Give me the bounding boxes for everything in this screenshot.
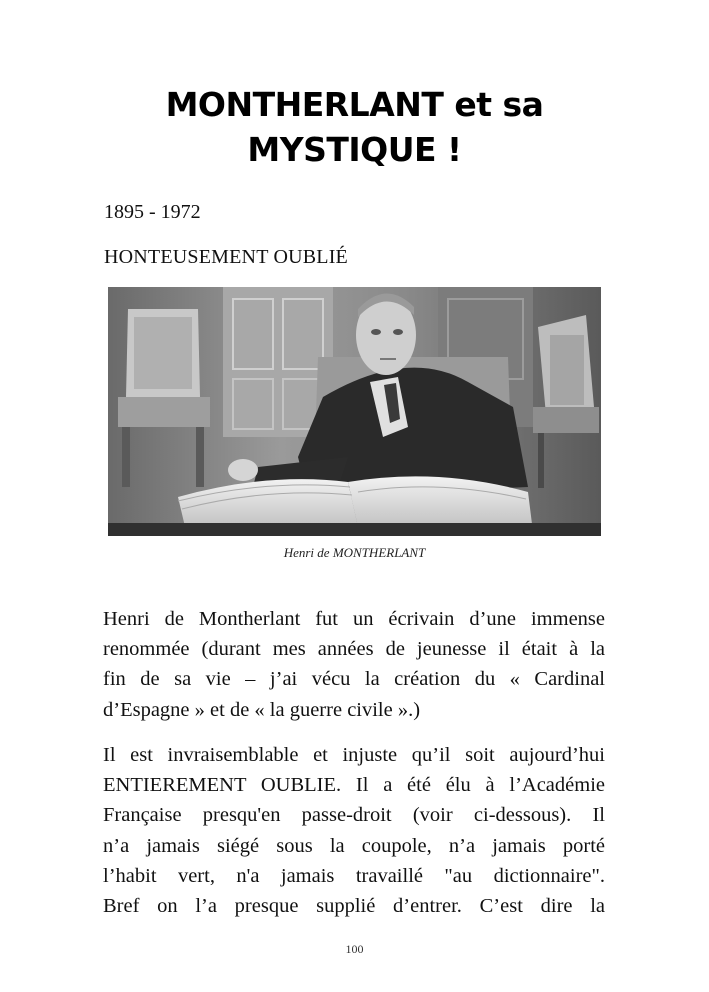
- text-line: d’Espagne » et de « la guerre civile ».): [103, 698, 421, 721]
- title-line: MYSTIQUE !: [247, 130, 462, 169]
- text-line: fin de sa vie – j’ai vécu la création du « Cardinal: [103, 668, 605, 691]
- page-title: [0, 82, 709, 172]
- text-line: l’habit vert, n'a jamais travaillé "au dictionnaire".: [103, 864, 605, 887]
- text-line: ENTIEREMENT OUBLIE. Il a été élu à l’Académie: [103, 774, 605, 797]
- paragraph-2: [103, 740, 605, 921]
- paragraph-1: [103, 604, 605, 725]
- text-line: Bref on l’a presque supplié d’entrer. C’est dire la: [103, 895, 605, 918]
- section-subtitle: HONTEUSEMENT OUBLIÉ: [104, 246, 348, 268]
- life-dates: 1895 - 1972: [104, 201, 201, 223]
- title-line: MONTHERLANT et sa: [165, 85, 544, 124]
- photo-caption: Henri de MONTHERLANT: [283, 545, 426, 560]
- page-number: 100: [345, 942, 364, 956]
- text-line: Française presqu'en passe-droit (voir ci-dessous). Il: [103, 804, 605, 827]
- text-line: n’a jamais siégé sous la coupole, n’a jamais porté: [103, 834, 605, 857]
- text-line: Il est invraisemblable et injuste qu’il soit aujourd’hui: [103, 744, 605, 766]
- text-line: renommée (durant mes années de jeunesse il était à la: [103, 638, 605, 661]
- text-line: Henri de Montherlant fut un écrivain d’une immense: [103, 608, 605, 630]
- portrait-photo: [108, 287, 601, 536]
